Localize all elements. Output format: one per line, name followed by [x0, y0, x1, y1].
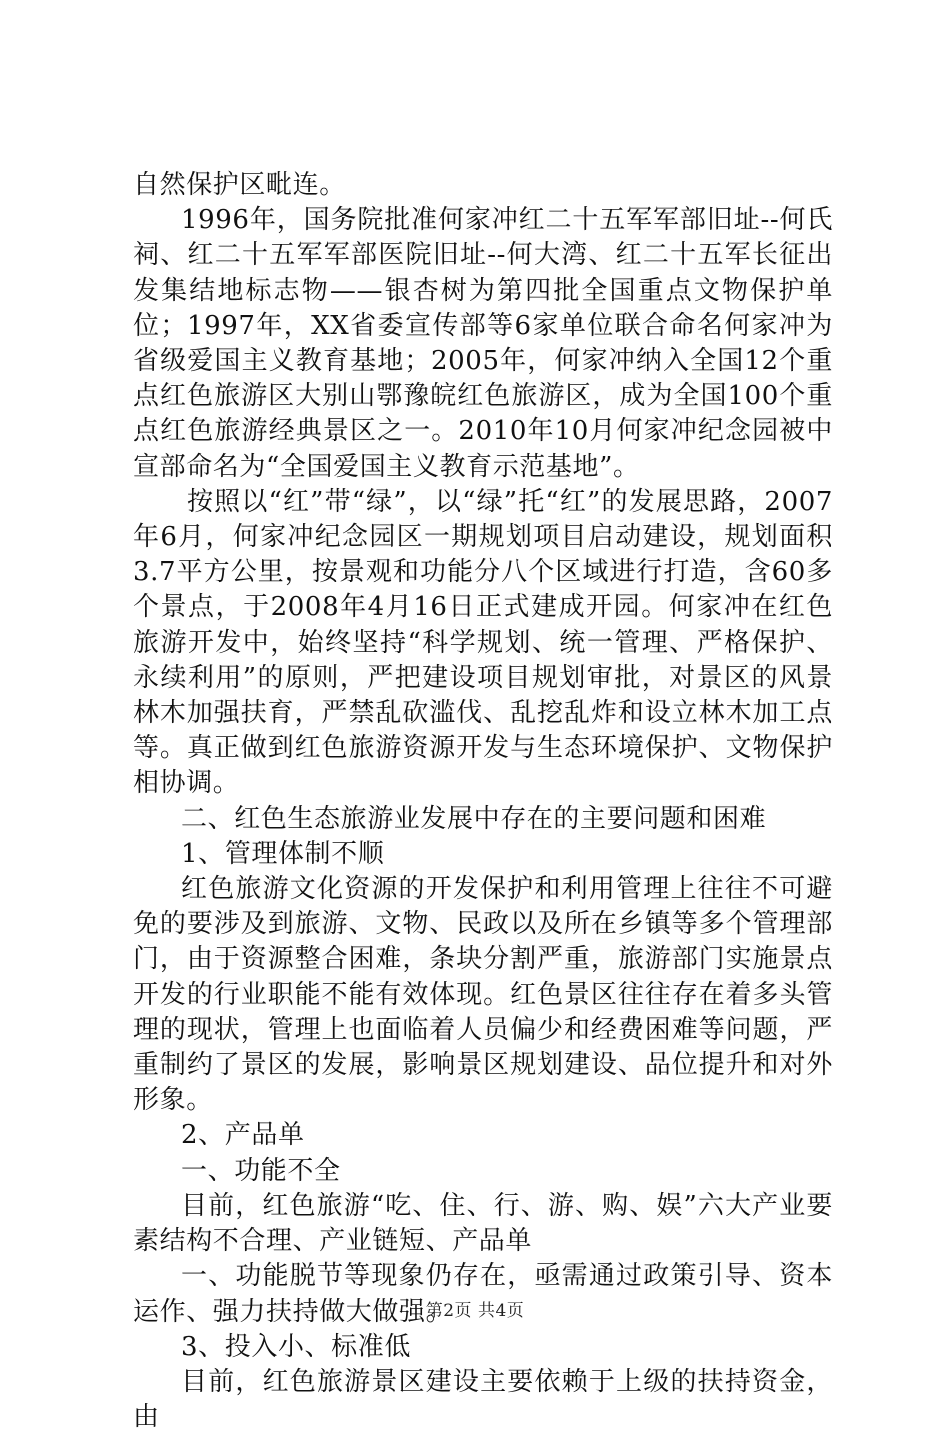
- subheading-management: 1、管理体制不顺: [181, 838, 385, 869]
- document-body: [133, 168, 833, 1435]
- paragraph-heritage-designation: 1996年，国务院批准何家冲红二十五军军部旧址--何氏祠、红二十五军军部医院旧址--何大湾、红二十五军长征出发集结地标志物——银杏树为第四批全国重点文物保护单位；1997年，XX省委宣传部等6家单位联合命名何家冲为省级爱国主义教育基地；2005年，何家冲纳入全国12个重点红色旅游区大别山鄂豫皖红色旅游区，成为全国100个重点红色旅游经典景区之一。2010年10月何家冲纪念园被中宣部命名为“全国爱国主义教育示范基地”。: [133, 205, 833, 482]
- paragraph-function-gap: 一、功能脱节等现象仍存在，亟需通过政策引导、资本运作、强力扶持做大做强。: [133, 1261, 833, 1327]
- paragraph-industry-elements: 目前，红色旅游“吃、住、行、游、购、娱”六大产业要素结构不合理、产业链短、产品单: [133, 1190, 833, 1257]
- subheading-investment: 3、投入小、标准低: [181, 1331, 411, 1362]
- page-number-footer: 第2页 共4页: [425, 1301, 525, 1321]
- section-heading-problems: 二、红色生态旅游业发展中存在的主要问题和困难: [181, 803, 767, 834]
- paragraph-investment: 目前，红色旅游景区建设主要依赖于上级的扶持资金，由: [133, 1366, 833, 1433]
- subheading-function: 一、功能不全: [181, 1155, 341, 1186]
- subheading-product: 2、产品单: [181, 1120, 305, 1151]
- paragraph-continuation: 自然保护区毗连。: [133, 170, 346, 200]
- paragraph-management: 红色旅游文化资源的开发保护和利用管理上往往不可避免的要涉及到旅游、文物、民政以及所在乡镇等多个管理部门，由于资源整合困难，条块分割严重，旅游部门实施景点开发的行业职能不能有效体现。红色景区往往存在着多头管理的现状，管理上也面临着人员偏少和经费困难等问题，严重制约了景区的发展，影响景区规划建设、品位提升和对外形象。: [133, 874, 833, 1116]
- paragraph-development-approach: 按照以“红”带“绿”，以“绿”托“红”的发展思路，2007年6月，何家冲纪念园区一期规划项目启动建设，规划面积3.7平方公里，按景观和功能分八个区域进行打造，含60多个景点，于2008年4月16日正式建成开园。何家冲在红色旅游开发中，始终坚持“科学规划、统一管理、严格保护、永续利用”的原则，严把建设项目规划审批，对景区的风景林木加强扶育，严禁乱砍滥伐、乱挖乱炸和设立林木加工点等。真正做到红色旅游资源开发与生态环境保护、文物保护相协调。: [133, 486, 833, 799]
